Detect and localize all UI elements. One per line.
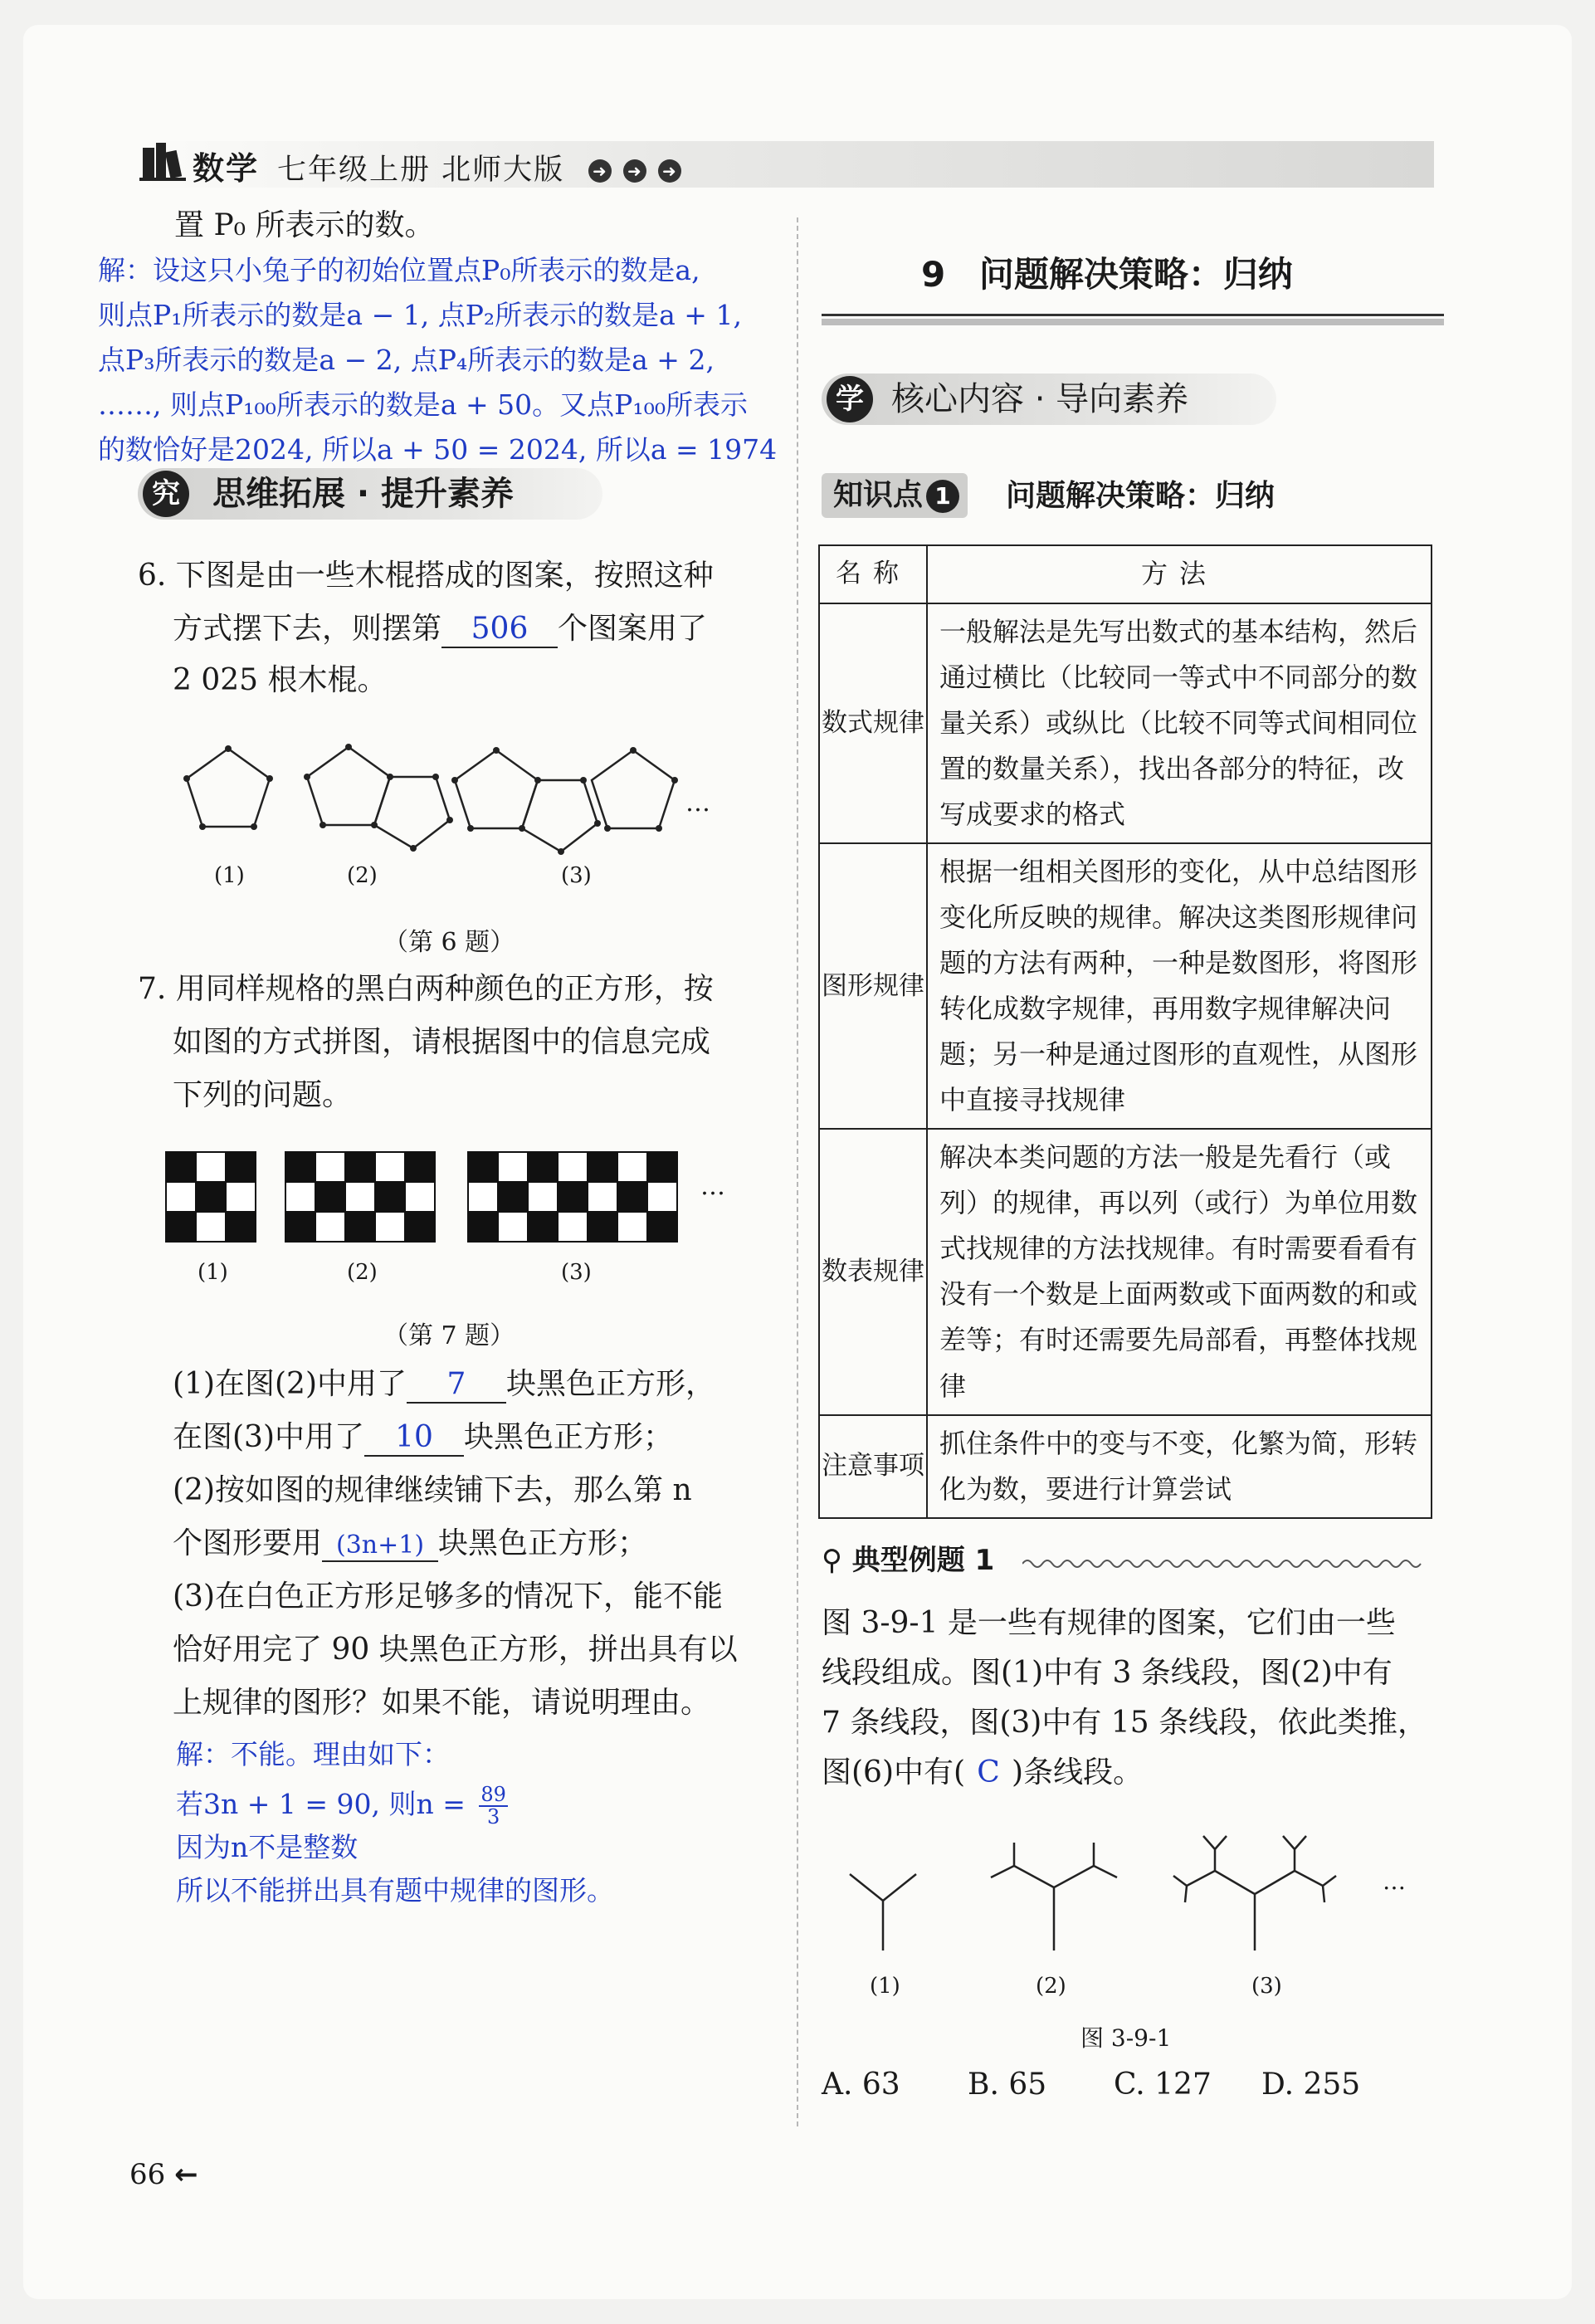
checker-square [405, 1212, 435, 1242]
question-6-line: 6. 下图是由一些木棍搭成的图案，按照这种 [138, 559, 714, 593]
example-text-line: 图 3-9-1 是一些有规律的图案，它们由一些 [822, 1606, 1396, 1640]
example-heading: ⚲ 典型例题 1 [822, 1544, 995, 1577]
header-subject: 数学 [193, 150, 260, 187]
fraction-numerator: 89 [480, 1783, 506, 1806]
checker-square [315, 1212, 345, 1242]
question-7-part: (3)在白色正方形足够多的情况下，能不能 [173, 1579, 723, 1614]
q7-checkerboard-figures [163, 1149, 727, 1245]
checker-square [405, 1152, 435, 1182]
figure-caption: （第 6 题） [383, 928, 515, 957]
checker-square [498, 1212, 528, 1242]
heading-rule [822, 314, 1444, 316]
ellipsis: … [1383, 1868, 1406, 1895]
page-number: 66 ← [129, 2158, 198, 2191]
checker-square [345, 1152, 375, 1182]
checker-square [558, 1212, 588, 1242]
location-pin-icon: ⚲ [822, 1544, 842, 1577]
checkerboard-figure-1 [166, 1152, 256, 1242]
table-row [819, 603, 1432, 843]
section-title: 思维拓展 · 提升素养 [212, 475, 515, 513]
q6-pentagon-figures [166, 730, 714, 863]
figure-label: (3) [1251, 1974, 1282, 1999]
section-banner-extension [138, 468, 602, 520]
checker-square [166, 1212, 196, 1242]
checker-square [647, 1152, 677, 1182]
method-table [818, 544, 1432, 1519]
question-7-line: 如图的方式拼图，请根据图中的信息完成 [173, 1025, 711, 1059]
continuation-line: 置 P₀ 所表示的数。 [174, 208, 435, 242]
checker-square [196, 1212, 226, 1242]
solution-line: 解：不能。理由如下： [176, 1738, 450, 1770]
checker-square [528, 1182, 558, 1212]
table-cell-name: 数表规律 [819, 1129, 927, 1414]
solution-line: 则点P₁所表示的数是a − 1, 点P₂所表示的数是a + 1, [98, 299, 742, 331]
figure-caption: （第 7 题） [383, 1321, 515, 1350]
table-cell-name: 数式规律 [819, 603, 927, 843]
y-branch-figures [830, 1818, 1427, 1967]
checker-square [468, 1182, 498, 1212]
checker-square [285, 1182, 315, 1212]
ellipsis: … [700, 1172, 725, 1201]
section-icon: 究 [143, 471, 189, 517]
checker-square [315, 1182, 345, 1212]
checkerboard-figure-2 [285, 1152, 435, 1242]
checker-square [405, 1182, 435, 1212]
checker-square [375, 1152, 405, 1182]
figure-label: (3) [561, 863, 592, 888]
checker-square [647, 1182, 677, 1212]
chapter-title: 问题解决策略：归纳 [978, 254, 1293, 295]
example-text-line: 线段组成。图(1)中有 3 条线段，图(2)中有 [822, 1656, 1393, 1690]
solution-line: 解：设这只小兔子的初始位置点P₀所表示的数是a, [98, 254, 700, 286]
checker-square [285, 1212, 315, 1242]
checker-square [315, 1152, 345, 1182]
solution-line: 的数恰好是2024, 所以a + 50 = 2024, 所以a = 1974 [98, 433, 778, 466]
table-cell-name: 注意事项 [819, 1415, 927, 1518]
fraction-denominator: 3 [487, 1805, 500, 1829]
question-7-part: (1)在图(2)中用了 7 块黑色正方形， [173, 1366, 715, 1404]
arrow-right-icon: ➜ [658, 159, 681, 183]
section-banner-core [822, 374, 1276, 425]
table-cell-method: 根据一组相关图形的变化，从中总结图形变化所反映的规律。解决这类图形规律问题的方法有两种，一种是数图形，将图形转化成数字规律，再用数字规律解决问题；另一种是通过图形的直观性，从图形中直接寻找规律 [927, 843, 1432, 1129]
question-7-line: 下列的问题。 [173, 1078, 353, 1112]
checker-square [498, 1182, 528, 1212]
table-row [819, 843, 1432, 1129]
answer-choice: C [977, 1755, 1000, 1789]
checker-square [468, 1152, 498, 1182]
figure-caption: 图 3-9-1 [1080, 2024, 1172, 2052]
table-cell-name: 图形规律 [819, 843, 927, 1129]
checkerboard-figure-3 [468, 1152, 677, 1242]
figure-label: (1) [198, 1260, 228, 1285]
knowledge-point-title: 问题解决策略：归纳 [1006, 479, 1276, 513]
question-7-part: 上规律的图形？如果不能，请说明理由。 [173, 1686, 711, 1720]
checker-square [166, 1182, 196, 1212]
table-cell-method: 解决本类问题的方法一般是先看行（或列）的规律，再以列（或行）为单位用数式找规律的方法找规律。有时需要看看有没有一个数是上面两数或下面两数的和或差等；有时还需要先局部看，再整体找规律 [927, 1129, 1432, 1414]
checker-square [345, 1212, 375, 1242]
figure-label: (2) [347, 863, 378, 888]
arrow-right-icon: ➜ [588, 159, 612, 183]
solution-line: 所以不能拼出具有题中规律的图形。 [176, 1874, 614, 1907]
checker-square [285, 1152, 315, 1182]
table-header: 方法 [927, 545, 1432, 603]
question-7-part: (2)按如图的规律继续铺下去，那么第 n [173, 1473, 692, 1507]
kp-number: 1 [926, 480, 959, 513]
table-header: 名称 [819, 545, 927, 603]
checker-square [528, 1152, 558, 1182]
checker-square [226, 1152, 256, 1182]
checker-square [558, 1152, 588, 1182]
checker-square [498, 1152, 528, 1182]
figure-label: (2) [1036, 1974, 1066, 1999]
book-logo-icon [139, 139, 188, 183]
solution-line: ……, 则点P₁₀₀所表示的数是a + 50。又点P₁₀₀所表示 [98, 388, 749, 421]
question-7-part: 在图(3)中用了 10 块黑色正方形； [173, 1419, 673, 1457]
header-book: 七年级上册 北师大版 [277, 154, 565, 187]
table-cell-method: 抓住条件中的变与不变，化繁为简，形转化为数，要进行计算尝试 [927, 1415, 1432, 1518]
example-text-line: 图(6)中有( C )条线段。 [822, 1755, 1144, 1789]
checker-square [528, 1212, 558, 1242]
section-title: 核心内容 · 导向素养 [891, 380, 1189, 418]
knowledge-point-badge: 知识点 1 [822, 473, 968, 518]
question-7-line: 7. 用同样规格的黑白两种颜色的正方形，按 [138, 972, 714, 1006]
option-a: A. 63 [822, 2068, 900, 2102]
table-row [819, 1415, 1432, 1518]
chapter-number: 9 [921, 254, 946, 295]
option-c: C. 127 [1114, 2068, 1212, 2102]
checker-square [588, 1212, 617, 1242]
chapter-heading [921, 254, 1293, 295]
checker-square [375, 1212, 405, 1242]
example-text-line: 7 条线段，图(3)中有 15 条线段，依此类推， [822, 1706, 1428, 1740]
figure-label: (2) [347, 1260, 378, 1285]
arrow-right-icon: ➜ [623, 159, 646, 183]
table-header-row [819, 545, 1432, 603]
checker-square [617, 1212, 647, 1242]
figure-label: (1) [214, 863, 245, 888]
question-7-part: 恰好用完了 90 块黑色正方形，拼出具有以 [173, 1633, 738, 1667]
answer-blank: 506 [441, 611, 558, 648]
answer-blank: 7 [407, 1366, 506, 1404]
checker-square [468, 1212, 498, 1242]
wavy-rule [1022, 1554, 1437, 1574]
answer-blank: 10 [364, 1419, 464, 1457]
header-title [193, 143, 681, 188]
checker-square [588, 1152, 617, 1182]
checker-square [375, 1182, 405, 1212]
question-7-part: 个图形要用 (3n+1) 块黑色正方形； [173, 1526, 648, 1560]
checker-square [588, 1182, 617, 1212]
checker-square [166, 1152, 196, 1182]
table-cell-method: 一般解法是先写出数式的基本结构，然后通过横比（比较同一等式中不同部分的数量关系）或纵比（比较不同等式间相同位置的数量关系），找出各部分的特征，改写成要求的格式 [927, 603, 1432, 843]
heading-rule-shadow [822, 319, 1444, 325]
figure-label: (3) [561, 1260, 592, 1285]
checker-square [196, 1152, 226, 1182]
checker-square [226, 1182, 256, 1212]
checker-square [647, 1212, 677, 1242]
column-divider [797, 217, 798, 2126]
checker-square [226, 1212, 256, 1242]
solution-line: 若3n + 1 = 90, 则n = $\frac{89}{3}$ [176, 1783, 506, 1829]
checker-square [345, 1182, 375, 1212]
table-row [819, 1129, 1432, 1414]
arrow-left-icon: ← [174, 2158, 198, 2191]
solution-line: 点P₃所表示的数是a − 2, 点P₄所表示的数是a + 2, [98, 344, 715, 376]
figure-label: (1) [870, 1974, 900, 1999]
checker-square [558, 1182, 588, 1212]
section-icon: 学 [827, 376, 873, 422]
checker-square [617, 1182, 647, 1212]
checker-square [617, 1152, 647, 1182]
question-6-line: 方式摆下去，则摆第 506 个图案用了 [173, 611, 707, 648]
option-d: D. 255 [1261, 2068, 1361, 2102]
solution-line: 因为n不是整数 [176, 1831, 359, 1863]
question-6-line: 2 025 根木棍。 [173, 663, 388, 697]
ellipsis: … [685, 788, 710, 818]
answer-blank: (3n+1) [322, 1531, 438, 1562]
checker-square [196, 1182, 226, 1212]
option-b: B. 65 [968, 2068, 1047, 2102]
